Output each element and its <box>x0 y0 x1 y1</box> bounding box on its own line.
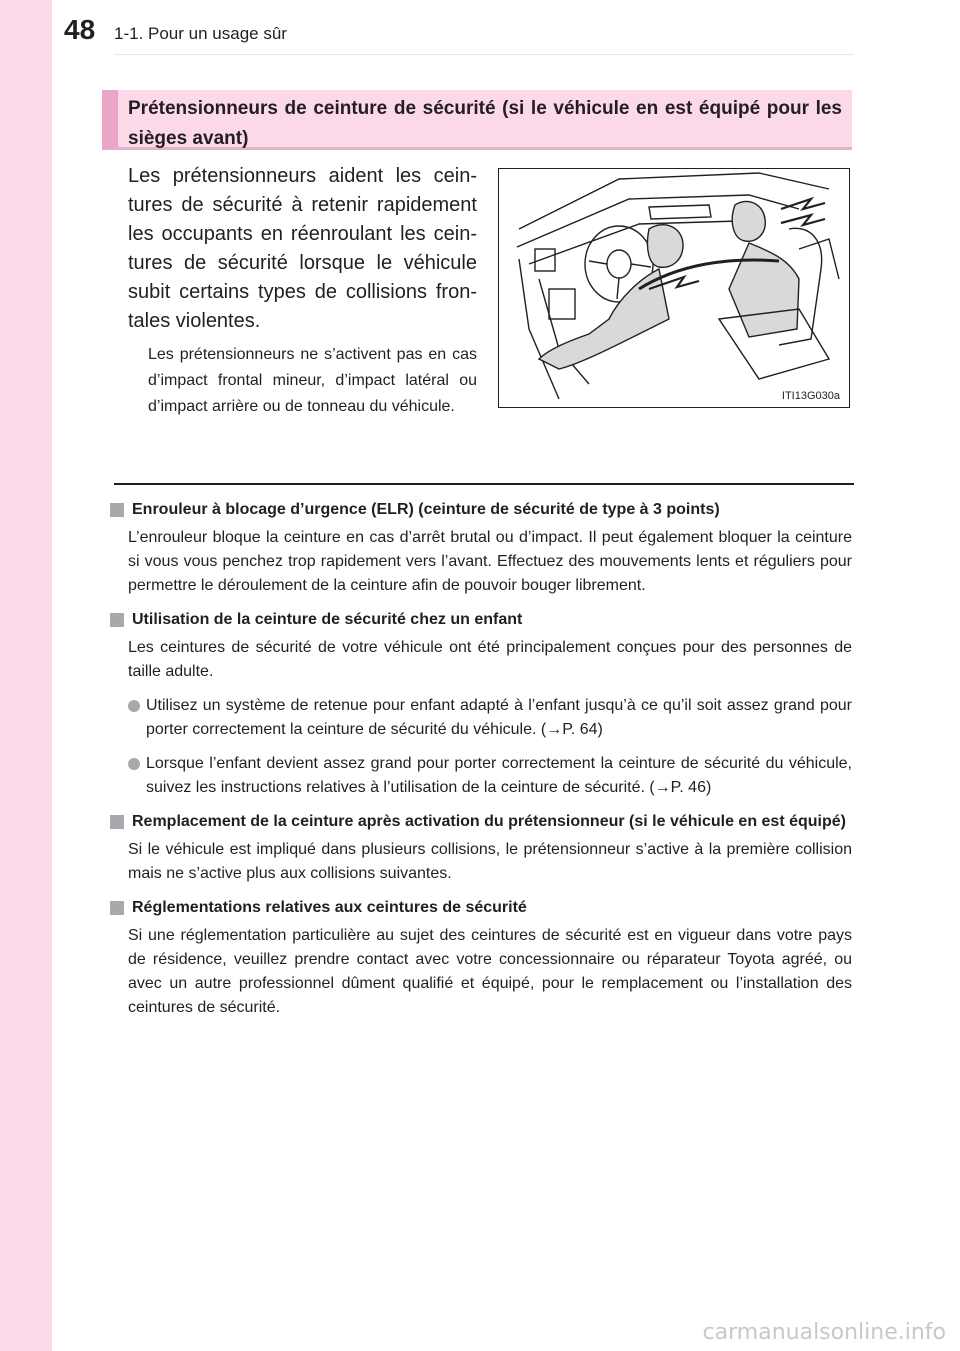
paragraph-elr: L’enrouleur bloque la ceinture en cas d’arrêt brutal ou d’impact. Il peut également bloquer la ceinture si vous vous penchez trop rapidement vers l’avant. Effectuez des mouvements lents et réguliers pour permettre le déroulement de la ceinture afin de pouvoir bouger librement. <box>128 529 852 594</box>
intro-note: Les prétensionneurs ne s’activent pas en cas d’impact frontal mineur, d’impact latéral ou d’impact arrière ou de tonneau du véhicule. <box>148 346 477 415</box>
header-rule <box>114 54 854 55</box>
pretensioner-illustration <box>498 168 850 408</box>
side-tab-strip <box>0 0 52 1351</box>
square-marker-icon <box>110 815 124 829</box>
figure-code: ITI13G030a <box>779 389 843 403</box>
car-interior-drawing <box>499 169 849 407</box>
square-marker-icon <box>110 901 124 915</box>
paragraph-child: Les ceintures de sécurité de votre véhicule ont été principalement conçues pour des personnes de taille adulte. <box>128 639 852 680</box>
section-divider <box>114 483 854 485</box>
circle-bullet-icon <box>128 758 140 770</box>
paragraph-regulations: Si une réglementation particulière au sujet des ceintures de sécurité est en vigueur dans votre pays de résidence, veuillez prendre contact avec votre concessionnaire ou réparateur Toyota agréé, ou avec un autre professionnel dûment qualifié et équipé, pour le remplacement ou l’installation des ceintures de sécurité. <box>128 927 852 1016</box>
square-marker-icon <box>110 503 124 517</box>
chapter-title: 1-1. Pour un usage sûr <box>114 24 287 43</box>
intro-paragraph: Les prétensionneurs aident les cein-tures de sécurité à retenir rapidement les occupants en réenroulant les cein-tures de sécurité lorsque le véhicule subit certains types de collisions fron-tales violentes. <box>128 165 477 332</box>
site-watermark[interactable]: carmanualsonline.info <box>702 1320 946 1345</box>
circle-bullet-icon <box>128 700 140 712</box>
section-title: Prétensionneurs de ceinture de sécurité (si le véhicule en est équipé pour les sièges avant) <box>102 90 852 150</box>
heading-regulations: Réglementations relatives aux ceintures de sécurité <box>110 896 852 920</box>
bullet-child-grown: Lorsque l’enfant devient assez grand pour porter correctement la ceinture de sécurité du véhicule, suivez les instructions relatives à l’utilisation de la ceinture de sécurité. (→P. 46) <box>128 752 852 800</box>
paragraph-replacement: Si le véhicule est impliqué dans plusieurs collisions, le prétensionneur s’active à la première collision mais ne s’active plus aux collisions suivantes. <box>128 841 852 882</box>
notes-list <box>110 498 852 1030</box>
heading-child: Utilisation de la ceinture de sécurité chez un enfant <box>110 608 852 632</box>
square-marker-icon <box>110 613 124 627</box>
heading-elr: Enrouleur à blocage d’urgence (ELR) (ceinture de sécurité de type à 3 points) <box>110 498 852 522</box>
bullet-child-restraint: Utilisez un système de retenue pour enfant adapté à l’enfant jusqu’à ce qu’il soit assez grand pour porter correctement la ceinture de sécurité du véhicule. (→P. 64) <box>128 694 852 742</box>
heading-replacement: Remplacement de la ceinture après activation du prétensionneur (si le véhicule en est équipé) <box>110 810 852 834</box>
page-number: 48 <box>64 14 96 45</box>
